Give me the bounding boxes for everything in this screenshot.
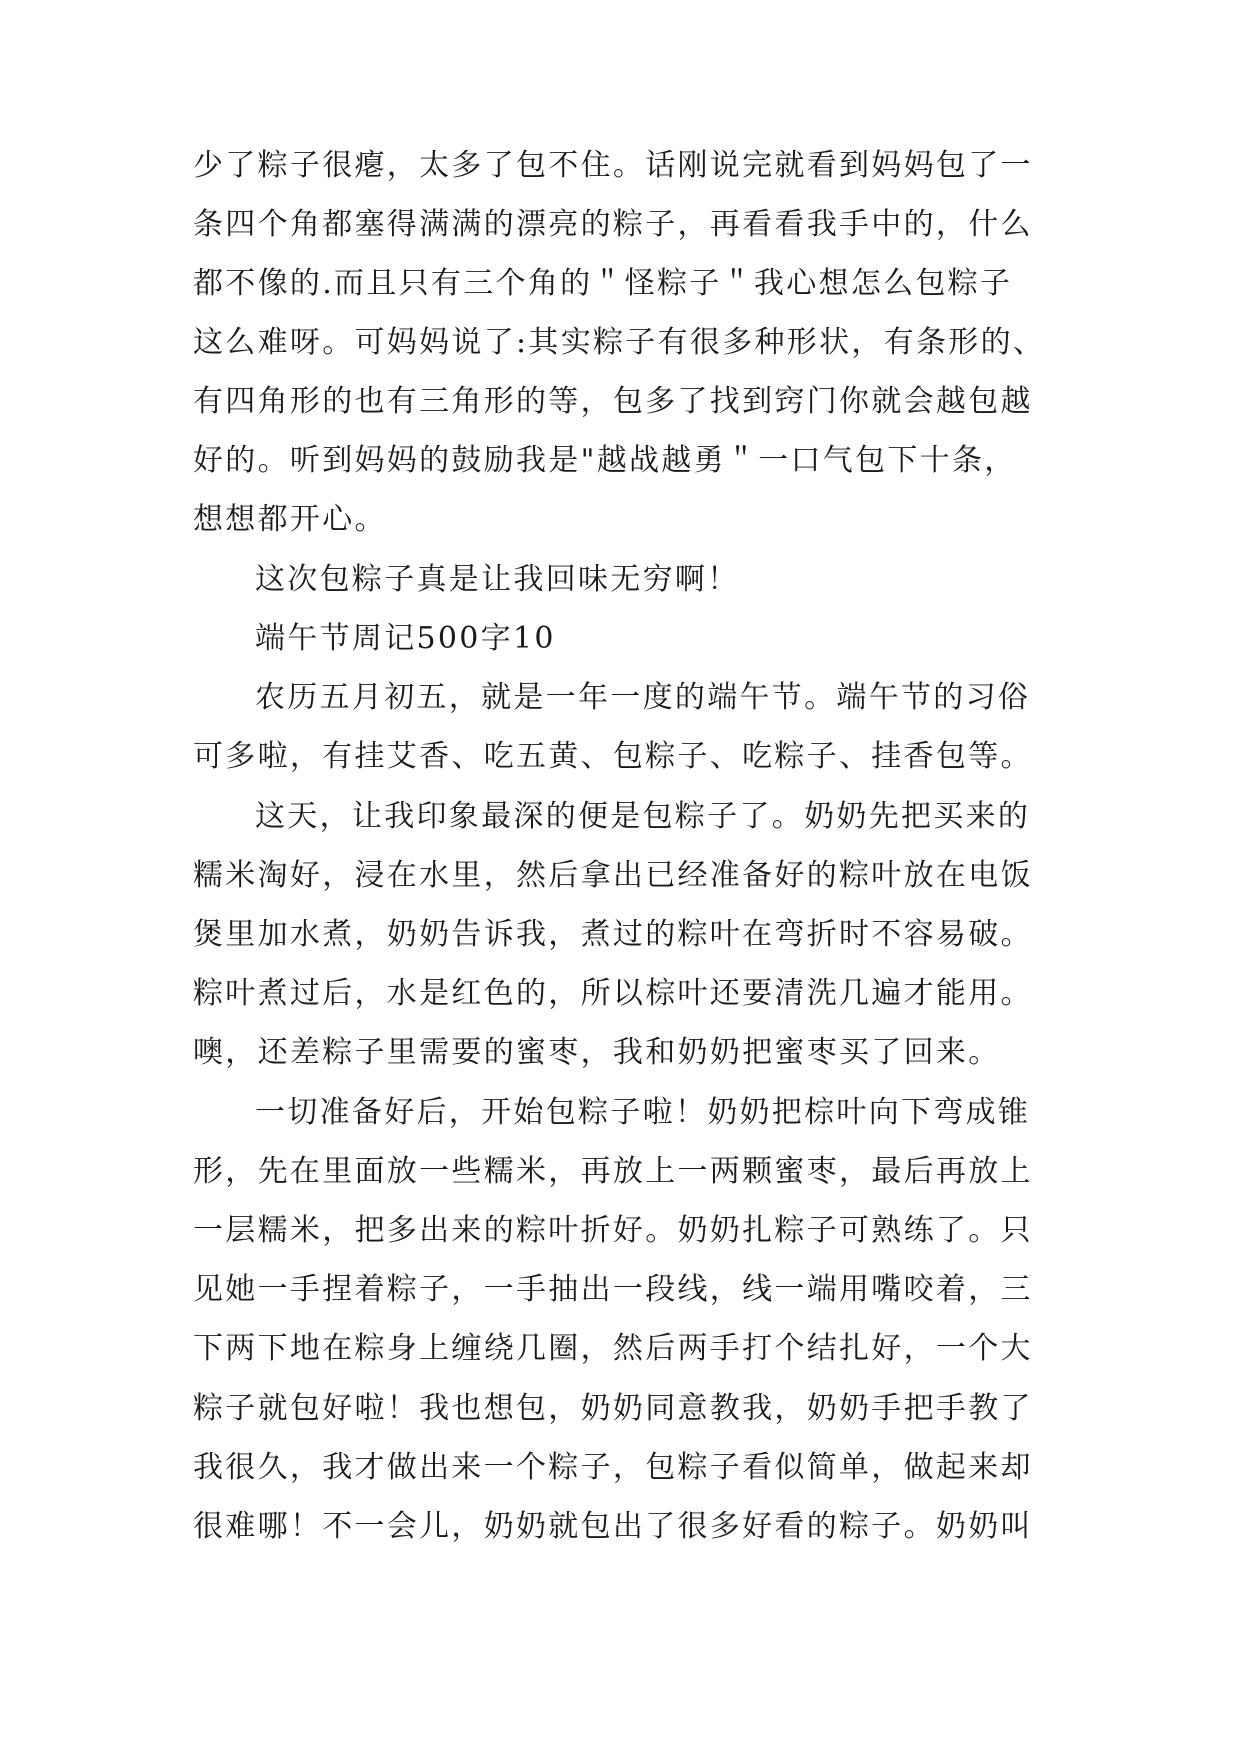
text-line: 这么难呀。可妈妈说了:其实粽子有很多种形状，有条形的、 xyxy=(193,325,1046,360)
text-line: 煲里加水煮，奶奶告诉我，煮过的粽叶在弯折时不容易破。 xyxy=(193,917,1033,952)
text-line: 噢，还差粽子里需要的蜜枣，我和奶奶把蜜枣买了回来。 xyxy=(193,1035,1001,1070)
text-line: 少了粽子很瘪，太多了包不住。话刚说完就看到妈妈包了一 xyxy=(193,148,1033,183)
text-line: 糯米淘好，浸在水里，然后拿出已经准备好的粽叶放在电饭 xyxy=(193,858,1033,893)
text-line: 我很久，我才做出来一个粽子，包粽子看似简单，做起来却 xyxy=(193,1450,1033,1485)
paragraph-line: 一切准备好后，开始包粽子啦！奶奶把棕叶向下弯成锥 xyxy=(255,1095,1031,1130)
paragraph-line: 这天，让我印象最深的便是包粽子了。奶奶先把买来的 xyxy=(255,799,1031,834)
text-line: 一层糯米，把多出来的粽叶折好。奶奶扎粽子可熟练了。只 xyxy=(193,1213,1033,1248)
text-line: 粽叶煮过后，水是红色的，所以棕叶还要清洗几遍才能用。 xyxy=(193,976,1033,1011)
text-line: 下两下地在粽身上缠绕几圈，然后两手打个结扎好，一个大 xyxy=(193,1331,1033,1366)
text-line: 很难哪！不一会儿，奶奶就包出了很多好看的粽子。奶奶叫 xyxy=(193,1509,1033,1544)
text-line: 粽子就包好啦！我也想包，奶奶同意教我，奶奶手把手教了 xyxy=(193,1391,1033,1426)
paragraph-line: 这次包粽子真是让我回味无穷啊！ xyxy=(255,562,740,597)
text-line: 条四个角都塞得满满的漂亮的粽子，再看看我手中的，什么 xyxy=(193,207,1033,242)
text-line: 想想都开心。 xyxy=(193,502,387,537)
text-line: 有四角形的也有三角形的等，包多了找到窍门你就会越包越 xyxy=(193,384,1033,419)
paragraph-line: 农历五月初五，就是一年一度的端午节。端午节的习俗 xyxy=(255,680,1031,715)
text-line: 形，先在里面放一些糯米，再放上一两颗蜜枣，最后再放上 xyxy=(193,1154,1033,1189)
text-line: 见她一手捏着粽子，一手抽出一段线，线一端用嘴咬着，三 xyxy=(193,1272,1033,1307)
text-line: 好的。听到妈妈的鼓励我是"越战越勇＂一口气包下十条， xyxy=(193,443,1017,478)
text-line: 都不像的.而且只有三个角的＂怪粽子＂我心想怎么包粽子 xyxy=(193,266,1013,301)
section-heading: 端午节周记500字10 xyxy=(255,621,556,656)
text-line: 可多啦，有挂艾香、吃五黄、包粽子、吃粽子、挂香包等。 xyxy=(193,739,1033,774)
